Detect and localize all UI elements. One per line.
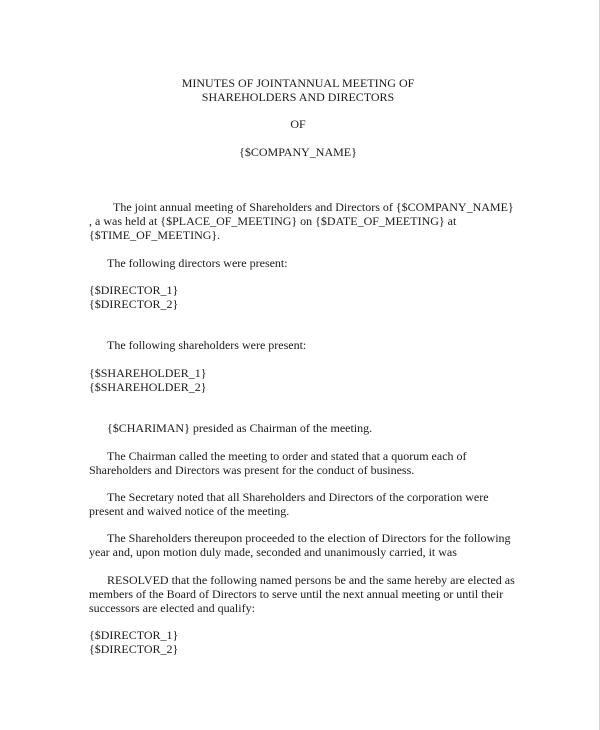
directors-present-heading: The following directors were present: xyxy=(107,256,288,270)
shareholders-present-item-2: {$SHAREHOLDER_2} xyxy=(89,380,207,394)
document-title-of: OF xyxy=(290,117,306,131)
resolved-line-2: members of the Board of Directors to serve until the next annual meeting or until their xyxy=(89,587,504,601)
secretary-line-2: present and waived notice of the meeting. xyxy=(89,504,290,518)
resolved-line-1: RESOLVED that the following named persons be and the same hereby are elected as xyxy=(107,573,515,587)
company-name-placeholder: {$COMPANY_NAME} xyxy=(239,145,357,159)
intro-paragraph-line-3: {$TIME_OF_MEETING}. xyxy=(89,228,221,242)
document-title-line-2: SHAREHOLDERS AND DIRECTORS xyxy=(201,90,395,104)
elected-director-item-1: {$DIRECTOR_1} xyxy=(89,628,179,642)
directors-present-item-2: {$DIRECTOR_2} xyxy=(89,297,179,311)
document-title-line-1: MINUTES OF JOINTANNUAL MEETING OF xyxy=(181,76,415,90)
chairman-presided-line: {$CHARIMAN} presided as Chairman of the meeting. xyxy=(107,421,373,435)
election-line-2: year and, upon motion duly made, seconded and unanimously carried, it was xyxy=(89,545,457,559)
chairman-called-line-1: The Chairman called the meeting to order and stated that a quorum each of xyxy=(107,449,467,463)
directors-present-item-1: {$DIRECTOR_1} xyxy=(89,283,179,297)
intro-paragraph-line-2: , a was held at {$PLACE_OF_MEETING} on {$DATE_OF_MEETING} at xyxy=(89,214,457,228)
elected-director-item-2: {$DIRECTOR_2} xyxy=(89,642,179,656)
intro-paragraph-line-1: The joint annual meeting of Shareholders and Directors of {$COMPANY_NAME} xyxy=(113,200,514,214)
election-line-1: The Shareholders thereupon proceeded to the election of Directors for the following xyxy=(107,531,511,545)
resolved-line-3: successors are elected and qualify: xyxy=(89,601,255,615)
shareholders-present-item-1: {$SHAREHOLDER_1} xyxy=(89,366,207,380)
shareholders-present-heading: The following shareholders were present: xyxy=(107,338,307,352)
chairman-called-line-2: Shareholders and Directors was present for the conduct of business. xyxy=(89,463,415,477)
secretary-line-1: The Secretary noted that all Shareholders and Directors of the corporation were xyxy=(107,490,489,504)
